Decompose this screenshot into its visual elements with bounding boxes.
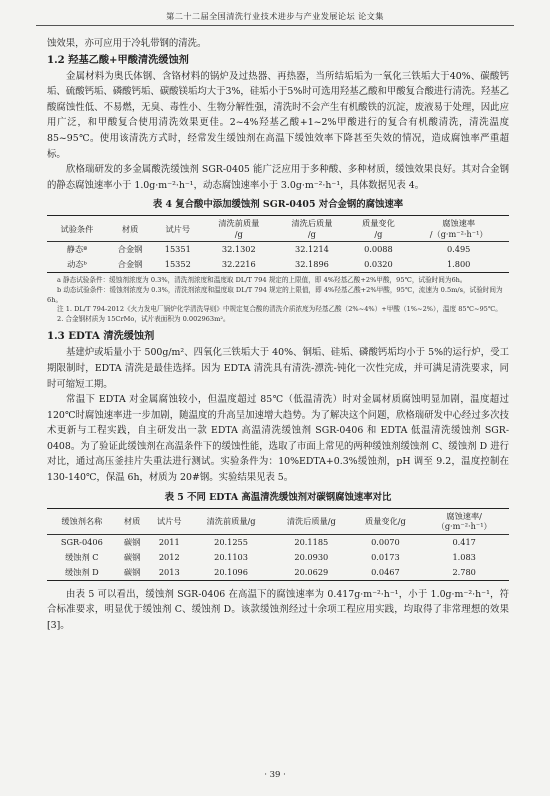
table-4-header-cell: 材质 [107,216,154,242]
table-cell: 0.0173 [371,551,400,562]
table-cell: 缓蚀剂 C [65,551,99,562]
table-cell: 15352 [164,259,191,270]
table-cell: 1.800 [446,259,471,270]
table-row [47,550,509,565]
intro-line: 蚀效果，亦可应用于冷轧带钢的清洗。 [47,38,207,49]
section-1-3-title: 1.3 EDTA 清洗缓蚀剂 [47,330,155,343]
table-cell: 碳钢 [123,536,141,547]
table-4-caption: 表 4 复合酸中添加缓蚀剂 SGR-0405 对合金钢的腐蚀速率 [152,199,404,211]
table-cell: 15351 [164,244,191,255]
table-5-header-cell: 清洗后质量/g [271,508,351,534]
table-cell: 0.0467 [371,566,400,577]
page-content [47,36,509,633]
conclusion-paragraph: 由表 5 可以看出，缓蚀剂 SGR-0406 在高温下的腐蚀速率为 0.417g·m⁻²·h⁻¹，小于 1.0g·m⁻²·h⁻¹，符合标准要求，明显优于缓蚀剂 C、缓蚀剂 D。该款缓蚀剂经过十余项工程应用实践，均取得了非常理想的效果[3]。 [47,588,509,631]
section-1-3-paragraph-1: 基建炉或垢量小于 500g/m²、四氧化三铁垢大于 40%、铜垢、硅垢、磷酸钙垢均小于 5%的运行炉，受工期限制时，EDTA 清洗是最佳选择。因为 EDTA 清洗具有清洗-漂洗-钝化一次性完成，并可满足清洗要求，同时可缩短工期。 [47,347,509,390]
table-4-header-cell: 试验条件 [47,216,107,242]
table-cell: 动态ᵇ [67,259,87,270]
table-cell: 1.083 [452,551,476,562]
table-4-notes [47,276,509,324]
table-5-header-cell: 缓蚀剂名称 [47,508,117,534]
table-cell: SGR-0406 [60,536,103,547]
table-4-note: a 静态试验条件：缓蚀剂浓度为 0.3%，清洗剂浓度和温度取 DL/T 794 规定的上限值，即 4%羟基乙酸+2%甲酸，95℃，试验时间为6h。 [57,276,467,285]
table-cell: 0.417 [452,536,476,547]
section-1-3-paragraph-2: 常温下 EDTA 对金属腐蚀较小，但温度超过 85℃（低温清洗）时对金属材质腐蚀明显加剧，温度超过 120℃时腐蚀速率进一步加剧，随温度的升高呈加速增大趋势。为了解决这个问题，欣格瑞研发中心经过多次技术更新与工程实践，自主研发出一款 EDTA 高温清洗缓蚀剂 SGR-0406 和 EDTA 低温清洗缓蚀剂 SGR-0408。为了验证此缓蚀剂在高温条件下的缓蚀性能，选取了市面上常见的两种缓蚀剂缓蚀剂 C、缓蚀剂 D 进行对比，通过高压釜挂片失重法进行测试。实验条件为：10%EDTA+0.3%缓蚀剂，pH 调至 9.2，温度控制在 130-140℃，保温 6h，材质为 20#钢。实验结果见表 5。 [47,394,509,484]
table-cell: 2011 [158,536,180,547]
table-cell: 合金钢 [117,259,143,270]
table-cell: 20.1255 [214,536,248,547]
table-5-header-cell: 清洗前质量/g [191,508,271,534]
section-1-2-title: 1.2 羟基乙酸+甲酸清洗缓蚀剂 [47,53,189,66]
table-4-note: 2. 合金钢材质为 15CrMo，试片表面积为 0.002963m²。 [57,314,230,323]
table-row [47,534,509,550]
table-row [47,242,509,258]
table-4-note: 注 1. DL/T 794-2012《火力发电厂锅炉化学清洗导则》中规定复合酸的清洗介质浓度为羟基乙酸（2%~4%）+甲酸（1%~2%），温度 85℃~95℃。 [57,305,502,314]
table-row [47,565,509,581]
table-5-header-cell: 材质 [117,508,148,534]
table-row [47,257,509,273]
table-cell: 20.1185 [294,536,329,547]
table-cell: 32.1302 [221,244,256,255]
table-cell: 32.2216 [221,259,256,270]
running-header: 第二十二届全国清洗行业技术进步与产业发展论坛 论文集 [36,11,514,26]
table-4-header-cell: 腐蚀速率 /（g·m⁻²·h⁻¹） [408,216,509,242]
table-cell: 0.495 [446,244,471,255]
table-cell: 合金钢 [117,244,143,255]
table-5-header-cell: 试片号 [148,508,191,534]
table-5-caption: 表 5 不同 EDTA 高温清洗缓蚀剂对碳钢腐蚀速率对比 [164,491,392,503]
table-4-header-cell: 质量变化 /g [349,216,409,242]
table-cell: 20.0930 [294,551,329,562]
table-cell: 2013 [158,566,180,577]
table-cell: 2.780 [452,566,476,577]
table-cell: 20.1103 [214,551,248,562]
table-cell: 2012 [158,551,180,562]
section-1-2-paragraph-1: 金属材料为奥氏体钢、含铬材料的锅炉及过热器、再热器，当所结垢垢为一氧化三铁垢大于40%、碳酸钙垢、硫酸钙垢、磷酸钙垢、碳酸镁垢均大于3%，硅垢小于5%时可选用羟基乙酸和甲酸复合酸进行清洗。羟基乙酸腐蚀性低、不易燃，无臭、毒性小、生物分解性强，清洗时不会产生有机酸铁的沉淀，废液易于处理，因此应用广泛，和甲酸复合使用清洗效果更佳。2~4%羟基乙酸+1~2%甲酸进行的复合有机酸清洗，清洗温度85~95℃。使用该清洗方式时，经常发生缓蚀剂在高温下缓蚀效率下降甚至失效的情况，造成腐蚀率严重超标。 [47,70,509,160]
table-4-header-cell: 试片号 [153,216,202,242]
table-4 [47,215,509,273]
table-cell: 20.1096 [214,566,248,577]
section-1-2-paragraph-2: 欣格瑞研发的多金属酸洗缓蚀剂 SGR-0405 能广泛应用于多种酸、多种材质，缓蚀效果良好。其对合金钢的静态腐蚀速率小于 1.0g·m⁻²·h⁻¹，动态腐蚀速率小于 3.0g·m⁻²·h⁻¹，具体数据见表 4。 [47,164,509,191]
table-5 [47,508,509,581]
table-5-header-cell: 质量变化/g [351,508,419,534]
table-5-header-cell: 腐蚀速率/ （g·m⁻²·h⁻¹） [419,508,509,534]
table-cell: 0.0070 [371,536,400,547]
table-cell: 32.1214 [295,244,329,255]
table-cell: 静态ª [66,244,88,255]
table-5-header-row [47,508,509,534]
table-cell: 缓蚀剂 D [64,566,99,577]
table-cell: 32.1896 [295,259,329,270]
table-4-note: b 动态试验条件：缓蚀剂浓度为 0.3%，清洗剂浓度和温度取 DL/T 794 规定的上限值，即 4%羟基乙酸+2%甲酸，95℃，流速为 0.5m/s，试验时间为 6h。 [47,285,503,304]
table-cell: 碳钢 [123,566,141,577]
table-cell: 0.0320 [364,259,393,270]
page-number: · 39 · [264,770,286,780]
table-4-header-row [47,216,509,242]
table-cell: 0.0088 [364,244,393,255]
table-cell: 碳钢 [123,551,141,562]
table-4-header-cell: 清洗前质量 /g [202,216,275,242]
table-cell: 20.0629 [294,566,329,577]
table-4-header-cell: 清洗后质量 /g [275,216,348,242]
